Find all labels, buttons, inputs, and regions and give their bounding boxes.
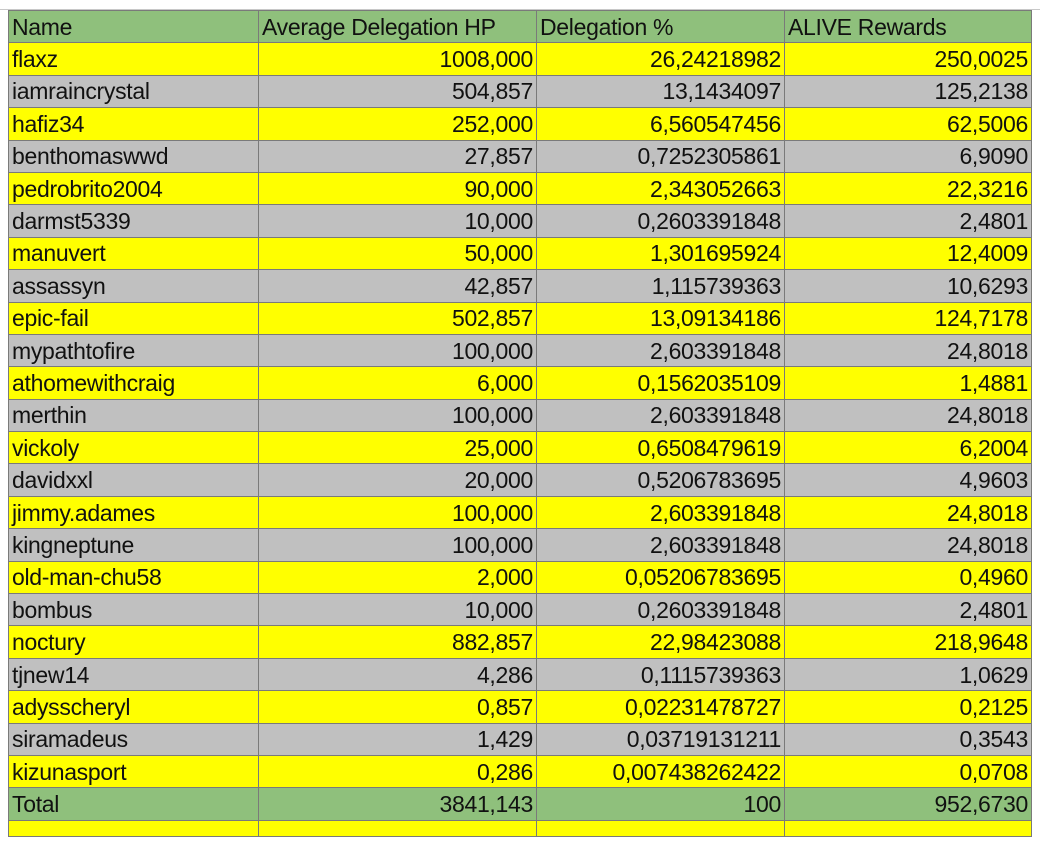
table-row [9,626,1032,658]
cell-delegation-percent[interactable]: 0,007438262422 [537,755,785,787]
total-row [9,788,1032,820]
cell-alive-rewards[interactable]: 6,2004 [785,432,1032,464]
table-body [9,11,1032,837]
cell-alive-rewards[interactable]: 24,8018 [785,496,1032,528]
table-row [9,691,1032,723]
cell-name[interactable]: kizunasport [9,755,259,787]
cell-average-delegation-hp[interactable]: 1008,000 [259,43,537,75]
cell-alive-rewards[interactable]: 0,3543 [785,723,1032,755]
cell-alive-rewards[interactable]: 22,3216 [785,172,1032,204]
cell-name[interactable]: noctury [9,626,259,658]
cell-delegation-percent[interactable]: 13,09134186 [537,302,785,334]
cell-average-delegation-hp[interactable]: 252,000 [259,108,537,140]
cell-alive-rewards[interactable]: 125,2138 [785,75,1032,107]
header-delegation-percent[interactable]: Delegation % [537,11,785,43]
cell-name[interactable]: iamraincrystal [9,75,259,107]
table-row [9,561,1032,593]
cell-name[interactable]: kingneptune [9,529,259,561]
cell-delegation-percent[interactable]: 2,343052663 [537,172,785,204]
cell-average-delegation-hp[interactable]: 42,857 [259,270,537,302]
cell-delegation-percent[interactable]: 6,560547456 [537,108,785,140]
cell-delegation-percent[interactable]: 22,98423088 [537,626,785,658]
total-cell-delegation-percent[interactable]: 100 [537,788,785,820]
cell-name[interactable]: bombus [9,594,259,626]
table-row [9,755,1032,787]
table-row [9,172,1032,204]
table-row [9,496,1032,528]
cell-delegation-percent[interactable]: 2,603391848 [537,496,785,528]
header-row [9,11,1032,43]
cell-delegation-percent[interactable]: 2,603391848 [537,529,785,561]
empty-row [9,820,1032,836]
cell-alive-rewards[interactable]: 1,4881 [785,367,1032,399]
empty-cell[interactable] [537,820,785,836]
cell-alive-rewards[interactable]: 218,9648 [785,626,1032,658]
cell-alive-rewards[interactable]: 12,4009 [785,237,1032,269]
total-cell-alive-rewards[interactable]: 952,6730 [785,788,1032,820]
total-cell-average-delegation-hp[interactable]: 3841,143 [259,788,537,820]
cell-delegation-percent[interactable]: 0,5206783695 [537,464,785,496]
empty-cell[interactable] [785,820,1032,836]
table-row [9,302,1032,334]
header-average-delegation-hp[interactable]: Average Delegation HP [259,11,537,43]
cell-alive-rewards[interactable]: 24,8018 [785,399,1032,431]
cell-name[interactable]: siramadeus [9,723,259,755]
cell-average-delegation-hp[interactable]: 50,000 [259,237,537,269]
cell-delegation-percent[interactable]: 1,115739363 [537,270,785,302]
cell-delegation-percent[interactable]: 2,603391848 [537,399,785,431]
cell-alive-rewards[interactable]: 2,4801 [785,205,1032,237]
empty-cell[interactable] [259,820,537,836]
delegation-table [8,10,1032,837]
cell-delegation-percent[interactable]: 0,6508479619 [537,432,785,464]
cell-name[interactable]: merthin [9,399,259,431]
table-row [9,270,1032,302]
table-row [9,464,1032,496]
cell-name[interactable]: adysscheryl [9,691,259,723]
cell-delegation-percent[interactable]: 0,2603391848 [537,594,785,626]
cell-delegation-percent[interactable]: 0,05206783695 [537,561,785,593]
cell-delegation-percent[interactable]: 26,24218982 [537,43,785,75]
cell-name[interactable]: jimmy.adames [9,496,259,528]
table-row [9,658,1032,690]
cell-alive-rewards[interactable]: 6,9090 [785,140,1032,172]
cell-alive-rewards[interactable]: 0,0708 [785,755,1032,787]
table-row [9,205,1032,237]
table-row [9,108,1032,140]
cell-name[interactable]: vickoly [9,432,259,464]
cell-alive-rewards[interactable]: 2,4801 [785,594,1032,626]
table-row [9,723,1032,755]
cell-average-delegation-hp[interactable]: 100,000 [259,334,537,366]
cell-delegation-percent[interactable]: 0,1562035109 [537,367,785,399]
cell-name[interactable]: benthomaswwd [9,140,259,172]
header-alive-rewards[interactable]: ALIVE Rewards [785,11,1032,43]
cell-name[interactable]: davidxxl [9,464,259,496]
table-row [9,367,1032,399]
cell-average-delegation-hp[interactable]: 20,000 [259,464,537,496]
cell-alive-rewards[interactable]: 0,2125 [785,691,1032,723]
cell-delegation-percent[interactable]: 1,301695924 [537,237,785,269]
cell-name[interactable]: darmst5339 [9,205,259,237]
cell-delegation-percent[interactable]: 2,603391848 [537,334,785,366]
cell-alive-rewards[interactable]: 24,8018 [785,529,1032,561]
cell-name[interactable]: assassyn [9,270,259,302]
cell-alive-rewards[interactable]: 24,8018 [785,334,1032,366]
cell-average-delegation-hp[interactable]: 100,000 [259,399,537,431]
cell-name[interactable]: mypathtofire [9,334,259,366]
cell-name[interactable]: flaxz [9,43,259,75]
cell-alive-rewards[interactable]: 62,5006 [785,108,1032,140]
cell-average-delegation-hp[interactable]: 502,857 [259,302,537,334]
column-header-strip [0,0,1040,10]
table-row [9,594,1032,626]
cell-alive-rewards[interactable]: 4,9603 [785,464,1032,496]
cell-average-delegation-hp[interactable]: 4,286 [259,658,537,690]
table-row [9,399,1032,431]
table-row [9,529,1032,561]
cell-alive-rewards[interactable]: 250,0025 [785,43,1032,75]
cell-average-delegation-hp[interactable]: 100,000 [259,496,537,528]
cell-delegation-percent[interactable]: 0,02231478727 [537,691,785,723]
cell-average-delegation-hp[interactable]: 6,000 [259,367,537,399]
cell-average-delegation-hp[interactable]: 25,000 [259,432,537,464]
cell-alive-rewards[interactable]: 10,6293 [785,270,1032,302]
table-row [9,432,1032,464]
table-row [9,43,1032,75]
cell-name[interactable]: old-man-chu58 [9,561,259,593]
empty-cell[interactable] [9,820,259,836]
cell-delegation-percent[interactable]: 0,7252305861 [537,140,785,172]
cell-average-delegation-hp[interactable]: 882,857 [259,626,537,658]
cell-average-delegation-hp[interactable]: 2,000 [259,561,537,593]
cell-average-delegation-hp[interactable]: 100,000 [259,529,537,561]
cell-average-delegation-hp[interactable]: 1,429 [259,723,537,755]
table-row [9,75,1032,107]
cell-average-delegation-hp[interactable]: 0,286 [259,755,537,787]
cell-name[interactable]: hafiz34 [9,108,259,140]
cell-name[interactable]: tjnew14 [9,658,259,690]
cell-average-delegation-hp[interactable]: 0,857 [259,691,537,723]
cell-average-delegation-hp[interactable]: 10,000 [259,594,537,626]
table-row [9,334,1032,366]
cell-alive-rewards[interactable]: 124,7178 [785,302,1032,334]
cell-average-delegation-hp[interactable]: 10,000 [259,205,537,237]
table-row [9,140,1032,172]
cell-delegation-percent[interactable]: 13,1434097 [537,75,785,107]
table-row [9,237,1032,269]
cell-name[interactable]: pedrobrito2004 [9,172,259,204]
total-cell-name[interactable]: Total [9,788,259,820]
cell-name[interactable]: manuvert [9,237,259,269]
cell-alive-rewards[interactable]: 0,4960 [785,561,1032,593]
cell-delegation-percent[interactable]: 0,1115739363 [537,658,785,690]
header-name[interactable]: Name [9,11,259,43]
cell-average-delegation-hp[interactable]: 27,857 [259,140,537,172]
cell-average-delegation-hp[interactable]: 90,000 [259,172,537,204]
cell-name[interactable]: athomewithcraig [9,367,259,399]
cell-name[interactable]: epic-fail [9,302,259,334]
cell-average-delegation-hp[interactable]: 504,857 [259,75,537,107]
cell-delegation-percent[interactable]: 0,2603391848 [537,205,785,237]
cell-delegation-percent[interactable]: 0,03719131211 [537,723,785,755]
cell-alive-rewards[interactable]: 1,0629 [785,658,1032,690]
